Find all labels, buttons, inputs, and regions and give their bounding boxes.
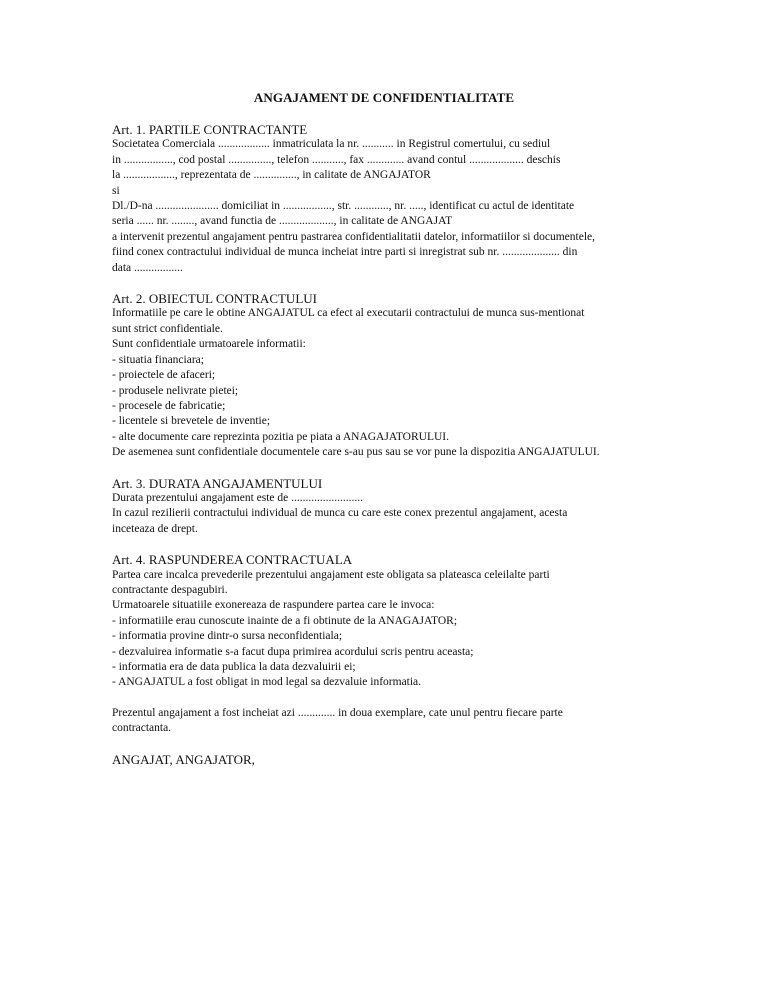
section-gap — [112, 276, 652, 291]
text-line: - dezvaluirea informatie s-a facut dupa primirea acordului scris pentru aceasta; — [112, 645, 474, 658]
section-2 — [112, 291, 652, 460]
text-line: - licentele si brevetele de inventie; — [112, 415, 271, 428]
text-line: Durata prezentului angajament este de ......................... — [112, 491, 364, 504]
section-gap — [112, 537, 652, 552]
text-line: sunt strict confidentiale. — [112, 322, 223, 335]
text-line: a intervenit prezentul angajament pentru pastrarea confidentialitatii datelor, informatiilor si documentele, — [112, 230, 595, 243]
text-line: In cazul rezilierii contractului individual de munca cu care este conex prezentul angajament, acesta — [112, 507, 568, 520]
text-line: Dl./D-na ...................... domiciliat in ................., str. ............, nr. ....., identificat cu actul de identitate — [112, 200, 575, 213]
text-line: si — [112, 184, 120, 197]
text-line: - ANGAJATUL a fost obligat in mod legal sa dezvaluie informatia. — [112, 676, 422, 689]
text-line: Sunt confidentiale urmatoarele informatii: — [112, 338, 306, 351]
text-line: inceteaza de drept. — [112, 522, 198, 535]
section-gap — [112, 737, 652, 752]
section-3 — [112, 476, 652, 538]
text-line: - alte documente care reprezinta pozitia pe piata a ANAGAJATORULUI. — [112, 430, 449, 443]
text-line: - informatia era de data publica la data dezvaluirii ei; — [112, 661, 356, 673]
section-5 — [112, 706, 652, 737]
signature-line: ANGAJAT, ANGAJATOR, — [112, 751, 255, 767]
text-line: la .................., reprezentata de ..............., in calitate de ANGAJATOR — [112, 169, 431, 182]
section-4 — [112, 552, 652, 691]
text-line: - procesele de fabricatie; — [112, 399, 226, 412]
text-line: Informatiile pe care le obtine ANGAJATUL ca efect al executarii contractului de munca sus-mentionat — [112, 307, 585, 320]
text-line: Prezentul angajament a fost incheiat azi ............. in doua exemplare, cate unul pentru fiecare parte — [112, 706, 563, 719]
text-line: - situatia financiara; — [112, 353, 204, 366]
section-gap — [112, 461, 652, 476]
text-line: contractanta. — [112, 722, 172, 735]
text-line: - informatia provine dintr-o sursa neconfidentiala; — [112, 630, 343, 643]
section-heading: Art. 3. DURATA ANGAJAMENTULUI — [112, 475, 323, 491]
text-line: Partea care incalca prevederile prezentului angajament este obligata sa plateasca celeilalte parti — [112, 568, 550, 581]
text-line: Societatea Comerciala .................. inmatriculata la nr. ........... in Registrul comertului, cu sediul — [112, 138, 551, 151]
section-1 — [112, 122, 652, 276]
text-line: - proiectele de afaceri; — [112, 369, 216, 382]
text-line: contractante despagubiri. — [112, 583, 228, 596]
text-line: - informatiile erau cunoscute inainte de a fi obtinute de la ANAGAJATOR; — [112, 614, 458, 627]
text-line: seria ...... nr. ........, avand functia de ..................., in calitate de ANGAJAT — [112, 215, 453, 228]
section-heading: Art. 4. RASPUNDEREA CONTRACTUALA — [112, 552, 353, 568]
section-heading: Art. 2. OBIECTUL CONTRACTULUI — [112, 291, 317, 307]
text-line: De asemenea sunt confidentiale documentele care s-au pus sau se vor pune la dispozitia ANGAJATULUI. — [112, 446, 600, 459]
document-title: ANGAJAMENT DE CONFIDENTIALITATE — [253, 90, 515, 105]
text-line: fiind conex contractului individual de munca incheiat intre parti si inregistrat sub nr. .................... din — [112, 246, 578, 259]
text-line: - produsele nelivrate pietei; — [112, 384, 239, 397]
text-line: Urmatoarele situatiile exonereaza de raspundere partea care le invoca: — [112, 599, 435, 612]
section-gap — [112, 691, 652, 706]
text-line: data ................. — [112, 261, 183, 274]
text-line: in ................., cod postal ..............., telefon ..........., fax ............. avand contul ................... deschis — [112, 153, 561, 166]
document-body — [112, 122, 652, 767]
section-heading: Art. 1. PARTILE CONTRACTANTE — [112, 122, 308, 137]
